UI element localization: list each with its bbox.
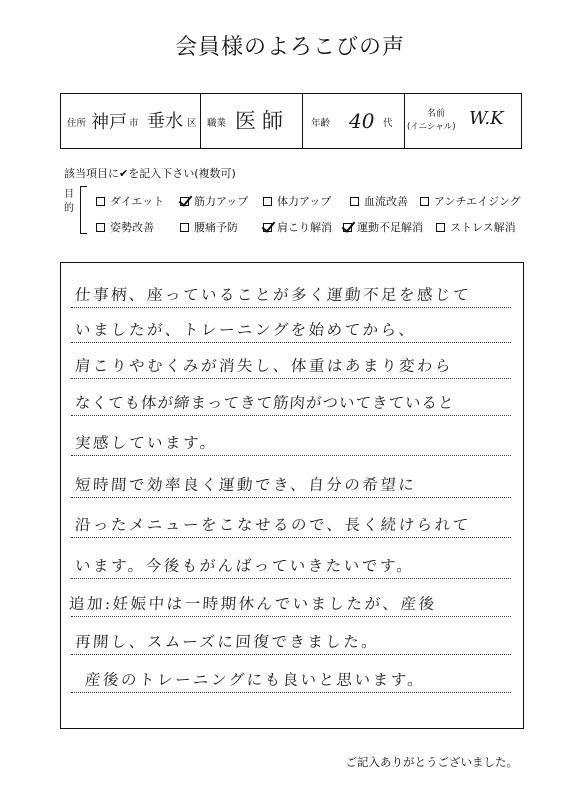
comment-line: いましたが、トレーニングを始めてから、 bbox=[74, 321, 418, 339]
purpose-label: 目的 bbox=[64, 189, 74, 214]
checkbox-item[interactable] bbox=[96, 219, 154, 235]
checkbox-icon bbox=[263, 197, 272, 206]
job-label: 職業 bbox=[207, 118, 227, 129]
checkbox-icon bbox=[96, 197, 105, 206]
ruled-line bbox=[71, 537, 511, 539]
checkbox-icon bbox=[350, 197, 359, 206]
comment-line: 産後のトレーニングにも良いと思います。 bbox=[84, 671, 427, 689]
checklist-bracket bbox=[80, 186, 87, 234]
checkbox-label: アンチエイジング bbox=[434, 195, 521, 208]
ruled-line bbox=[71, 342, 511, 344]
checkbox-checked-icon bbox=[263, 223, 272, 232]
checkbox-label: 腰痛予防 bbox=[194, 221, 238, 234]
ruled-line bbox=[71, 497, 511, 499]
ward-suffix: 区 bbox=[187, 118, 197, 129]
checkbox-label: 姿勢改善 bbox=[110, 221, 154, 234]
checkbox-icon bbox=[420, 197, 429, 206]
checklist-instruction: 該当項目に✔を記入下さい(複数可) bbox=[64, 167, 236, 180]
ruled-line bbox=[71, 415, 511, 417]
address-label: 住所 bbox=[67, 118, 87, 129]
checkbox-label: 筋力アップ bbox=[194, 195, 249, 208]
comment-line: 短時間で効率良く運動でき、自分の希望に bbox=[74, 476, 417, 494]
ruled-line bbox=[71, 307, 511, 309]
comment-line: 実感しています。 bbox=[74, 434, 219, 452]
thanks-note: ご記入ありがとうございました。 bbox=[345, 755, 518, 769]
comment-line: 仕事柄、座っていることが多く運動不足を感じて bbox=[74, 286, 472, 304]
name-value: W.K bbox=[469, 108, 504, 129]
checkbox-label: 肩こり解消 bbox=[277, 221, 332, 234]
age-value: 40 bbox=[349, 109, 375, 133]
ruled-line bbox=[71, 455, 511, 457]
checkbox-icon bbox=[436, 223, 445, 232]
checkbox-checked-icon bbox=[180, 197, 189, 206]
info-table bbox=[60, 93, 522, 149]
job-value: 医師 bbox=[235, 109, 289, 133]
comment-line: 肩こりやむくみが消失し、体重はあまり変わら bbox=[74, 357, 454, 375]
ruled-line bbox=[71, 578, 511, 580]
checkbox-label: 運動不足解消 bbox=[357, 221, 423, 234]
checkbox-item[interactable] bbox=[420, 193, 521, 209]
checkbox-item[interactable] bbox=[180, 219, 238, 235]
checkbox-item[interactable] bbox=[343, 219, 423, 235]
ruled-line bbox=[71, 378, 511, 380]
comment-line: なくても体が締まってきて筋肉がついてきていると bbox=[74, 394, 456, 412]
ruled-line bbox=[71, 654, 511, 656]
checkbox-item[interactable] bbox=[350, 193, 408, 209]
address-ward-value: 垂水 bbox=[147, 111, 183, 132]
checkbox-label: ストレス解消 bbox=[450, 221, 516, 234]
checkbox-label: 血流改善 bbox=[364, 195, 408, 208]
divider bbox=[404, 94, 405, 148]
checkbox-item[interactable] bbox=[96, 193, 164, 209]
page-title: 会員様のよろこびの声 bbox=[174, 35, 405, 60]
checkbox-item[interactable] bbox=[436, 219, 516, 235]
checkbox-item[interactable] bbox=[263, 193, 331, 209]
checkbox-label: 体力アップ bbox=[277, 195, 332, 208]
comment-line: 再開し、スムーズに回復できました。 bbox=[74, 633, 381, 651]
address-city-value: 神戸 bbox=[91, 112, 127, 133]
comment-line: います。今後もがんばっていきたいです。 bbox=[74, 557, 416, 575]
comment-line: 追加:妊娠中は一時期休んでいましたが、産後 bbox=[68, 595, 438, 613]
divider bbox=[200, 94, 201, 148]
checkbox-checked-icon bbox=[343, 223, 352, 232]
checkbox-item[interactable] bbox=[180, 193, 248, 209]
checkbox-label: ダイエット bbox=[110, 195, 165, 208]
comment-box bbox=[60, 262, 524, 729]
city-suffix: 市 bbox=[129, 118, 139, 129]
checkbox-item[interactable] bbox=[263, 219, 332, 235]
age-suffix: 代 bbox=[383, 118, 393, 129]
name-label: 名前 bbox=[427, 109, 446, 119]
divider bbox=[302, 94, 303, 148]
comment-line: 沿ったメニューをこなせるので、長く続けられて bbox=[74, 516, 472, 534]
age-label: 年齢 bbox=[311, 118, 331, 129]
name-sub-label: (イニシャル) bbox=[407, 122, 456, 132]
checkbox-icon bbox=[180, 223, 189, 232]
checkbox-icon bbox=[96, 223, 105, 232]
ruled-line bbox=[71, 616, 511, 618]
ruled-line bbox=[71, 692, 511, 694]
